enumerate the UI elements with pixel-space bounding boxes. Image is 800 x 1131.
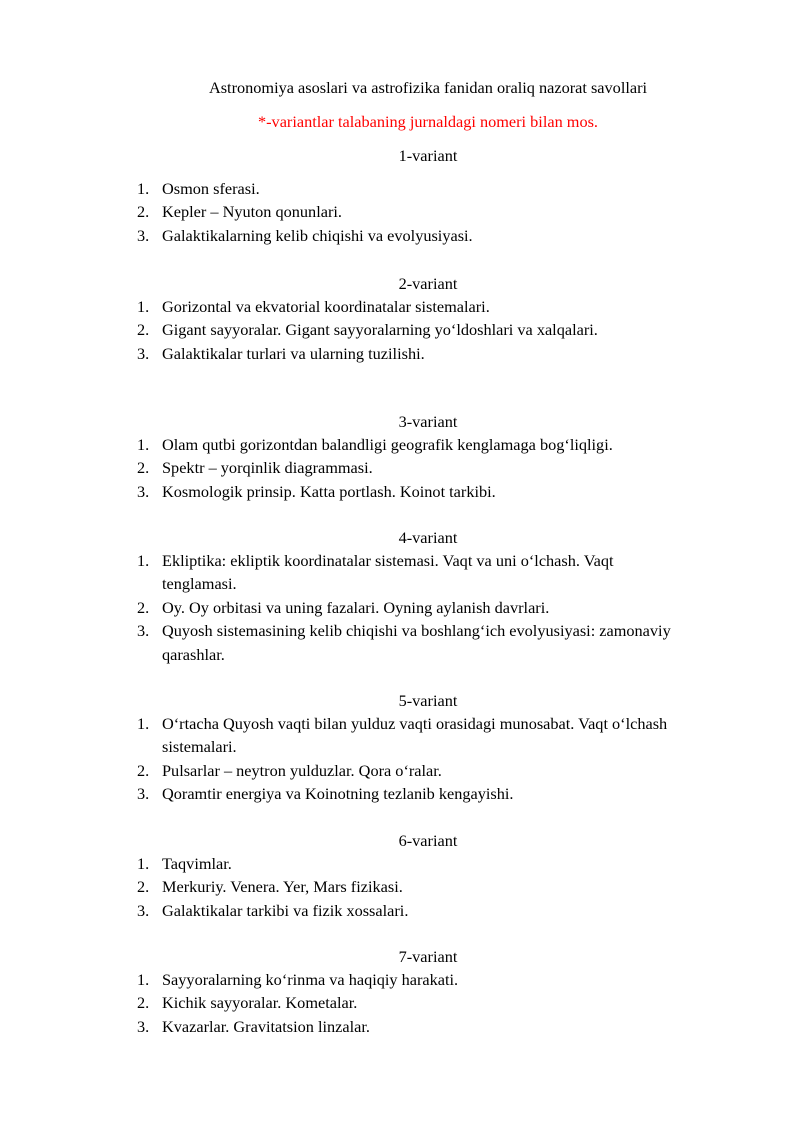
question-text: Pulsarlar – neytron yulduzlar. Qora o‘ralar. — [162, 760, 442, 780]
variant-section-6 — [0, 829, 800, 922]
variant-note: *-variantlar talabaning jurnaldagi nomeri bilan mos. — [258, 112, 598, 131]
question-number: 2. — [137, 320, 150, 340]
variant-section-7 — [0, 945, 800, 1038]
question-text: Galaktikalarning kelib chiqishi va evolyusiyasi. — [162, 225, 473, 245]
question-list — [0, 295, 800, 365]
question-item — [0, 177, 692, 200]
question-number: 3. — [137, 621, 150, 641]
variant-heading: 7-variant — [398, 947, 458, 966]
variant-heading: 2-variant — [398, 274, 458, 293]
question-number: 3. — [137, 784, 150, 804]
question-item — [0, 1015, 692, 1038]
question-text: Osmon sferasi. — [162, 179, 260, 198]
question-number: 2. — [137, 877, 150, 897]
question-item — [0, 480, 692, 503]
question-text: Gorizontal va ekvatorial koordinatalar sistemalari. — [162, 297, 490, 316]
question-item — [0, 318, 692, 341]
question-item — [0, 549, 692, 596]
question-number: 2. — [137, 202, 150, 222]
question-number: 2. — [137, 458, 150, 478]
question-list — [0, 852, 800, 922]
question-text: Kepler – Nyuton qonunlari. — [162, 202, 342, 222]
question-item — [0, 596, 692, 619]
question-number: 1. — [137, 179, 150, 198]
question-text: Spektr – yorqinlik diagrammasi. — [162, 458, 373, 478]
question-number: 1. — [137, 551, 150, 570]
question-list — [0, 968, 800, 1038]
variant-heading: 5-variant — [398, 691, 458, 710]
question-number: 2. — [137, 597, 150, 617]
question-text: O‘rtacha Quyosh vaqti bilan yulduz vaqti orasidagi munosabat. Vaqt o‘lchash sistemalari. — [162, 714, 668, 757]
question-number: 1. — [137, 297, 150, 316]
question-text: Galaktikalar turlari va ularning tuzilishi. — [162, 343, 425, 363]
question-number: 3. — [137, 225, 150, 245]
variant-heading: 1-variant — [398, 146, 458, 165]
question-item — [0, 200, 692, 223]
question-number: 1. — [137, 714, 150, 733]
question-item — [0, 899, 692, 922]
question-number: 1. — [137, 435, 150, 454]
variant-section-4 — [0, 526, 800, 666]
question-number: 2. — [137, 760, 150, 780]
question-text: Kichik sayyoralar. Kometalar. — [162, 993, 358, 1013]
question-text: Ekliptika: ekliptik koordinatalar sistemasi. Vaqt va uni o‘lchash. Vaqt tenglamasi. — [162, 551, 614, 594]
question-text: Kvazarlar. Gravitatsion linzalar. — [162, 1016, 370, 1036]
variant-heading: 6-variant — [398, 831, 458, 850]
variant-section-3 — [0, 410, 800, 503]
question-item — [0, 991, 692, 1014]
question-item — [0, 759, 692, 782]
question-text: Kosmologik prinsip. Katta portlash. Koinot tarkibi. — [162, 481, 496, 501]
question-number: 2. — [137, 993, 150, 1013]
question-text: Olam qutbi gorizontdan balandligi geografik kenglamaga bog‘liqligi. — [162, 435, 613, 454]
question-list — [0, 433, 800, 503]
question-item — [0, 968, 692, 991]
question-text: Oy. Oy orbitasi va uning fazalari. Oyning aylanish davrlari. — [162, 597, 550, 617]
question-item — [0, 852, 692, 875]
question-number: 1. — [137, 970, 150, 989]
question-text: Taqvimlar. — [162, 854, 232, 873]
variant-section-5 — [0, 689, 800, 806]
question-item — [0, 456, 692, 479]
question-number: 3. — [137, 343, 150, 363]
question-item — [0, 619, 692, 666]
question-item — [0, 782, 692, 805]
question-list — [0, 549, 800, 666]
question-item — [0, 875, 692, 898]
question-text: Quyosh sistemasining kelib chiqishi va boshlang‘ich evolyusiyasi: zamonaviy qarashlar. — [162, 621, 671, 664]
question-text: Gigant sayyoralar. Gigant sayyoralarning yo‘ldoshlari va xalqalari. — [162, 320, 598, 340]
question-text: Sayyoralarning ko‘rinma va haqiqiy harakati. — [162, 970, 459, 989]
question-item — [0, 342, 692, 365]
variant-section-2 — [0, 272, 800, 365]
question-number: 1. — [137, 854, 150, 873]
question-text: Merkuriy. Venera. Yer, Mars fizikasi. — [162, 877, 403, 897]
question-item — [0, 224, 692, 247]
question-item — [0, 295, 692, 318]
question-item — [0, 712, 692, 759]
question-number: 3. — [137, 1016, 150, 1036]
question-list — [0, 177, 800, 247]
variant-section-1 — [0, 144, 800, 247]
variant-heading: 3-variant — [398, 412, 458, 431]
variant-heading: 4-variant — [398, 528, 458, 547]
question-number: 3. — [137, 481, 150, 501]
question-text: Galaktikalar tarkibi va fizik xossalari. — [162, 900, 409, 920]
document-title: Astronomiya asoslari va astrofizika fanidan oraliq nazorat savollari — [208, 78, 648, 97]
question-item — [0, 433, 692, 456]
question-number: 3. — [137, 900, 150, 920]
question-list — [0, 712, 800, 806]
question-text: Qoramtir energiya va Koinotning tezlanib kengayishi. — [162, 784, 514, 804]
